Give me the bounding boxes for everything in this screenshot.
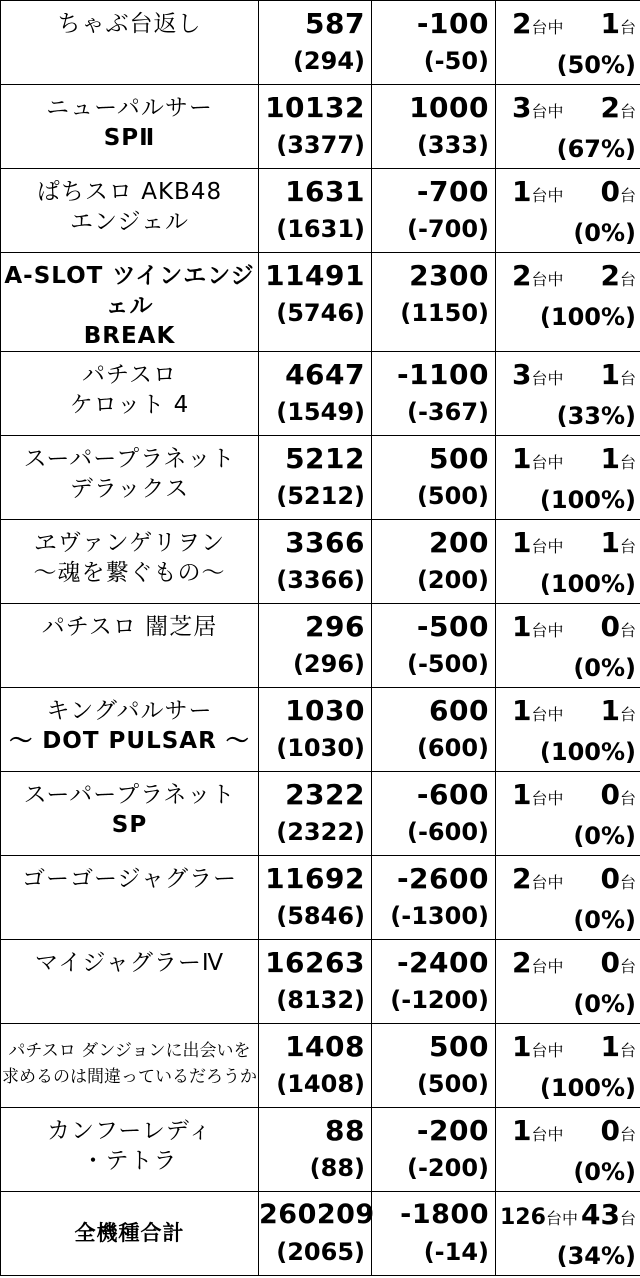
machine-count: 1 xyxy=(512,1114,532,1147)
machine-name xyxy=(1,520,258,588)
count-cell xyxy=(496,1108,640,1192)
machine-count-unit: 台中 xyxy=(531,1125,564,1144)
machine-name-cell xyxy=(1,856,259,940)
result-cell xyxy=(372,940,496,1024)
machine-name-line: デラックス xyxy=(69,476,190,502)
table-row xyxy=(1,940,640,1024)
summary-row xyxy=(1,1192,640,1276)
machine-name-line: 求めるのは間違っているだろうか xyxy=(2,1067,257,1087)
table-row xyxy=(1,352,640,436)
total-avg: (1549) xyxy=(276,398,365,426)
win-rate: (100%) xyxy=(539,303,636,331)
summary-machines: 126 xyxy=(500,1205,546,1230)
result-avg: (-700) xyxy=(407,215,489,243)
result-cell xyxy=(372,856,496,940)
total-cell xyxy=(259,688,372,772)
win-rate: (100%) xyxy=(539,738,636,766)
total-avg: (1408) xyxy=(276,1070,365,1098)
count-cell xyxy=(496,169,640,253)
machine-name-line: エンジェル xyxy=(70,209,189,235)
win-count: 1 xyxy=(600,358,620,391)
win-count: 0 xyxy=(600,862,620,895)
count-cell xyxy=(496,352,640,436)
machine-count-unit: 台中 xyxy=(531,186,564,205)
machine-name-line: ニューパルサー xyxy=(46,95,213,121)
count-line xyxy=(496,1108,640,1151)
total-avg: (88) xyxy=(309,1154,365,1182)
total-avg: (5846) xyxy=(276,902,365,930)
total-value: 10132 xyxy=(265,91,365,124)
win-count-unit: 台 xyxy=(619,789,636,808)
win-count-unit: 台 xyxy=(619,270,636,289)
total-value: 4647 xyxy=(285,358,365,391)
total-avg: (3377) xyxy=(276,131,365,159)
count-line xyxy=(496,688,640,731)
result-value: 2300 xyxy=(409,259,489,292)
result-value: 600 xyxy=(429,694,489,727)
table-row xyxy=(1,604,640,688)
count-cell xyxy=(496,772,640,856)
summary-machines-unit: 台中 xyxy=(545,1209,578,1228)
total-value: 11692 xyxy=(265,862,365,895)
total-value: 3366 xyxy=(285,526,365,559)
total-cell xyxy=(259,1024,372,1108)
count-cell xyxy=(496,253,640,352)
total-cell xyxy=(259,1108,372,1192)
machine-name xyxy=(1,352,258,420)
result-value: -600 xyxy=(416,778,489,811)
result-avg: (333) xyxy=(416,131,489,159)
count-line xyxy=(496,1024,640,1067)
result-avg: (-367) xyxy=(407,398,489,426)
machine-name xyxy=(1,1,258,39)
result-cell xyxy=(372,85,496,169)
total-value: 16263 xyxy=(265,946,365,979)
total-avg: (1631) xyxy=(276,215,365,243)
win-count: 1 xyxy=(600,526,620,559)
win-count-unit: 台 xyxy=(619,621,636,640)
win-count-unit: 台 xyxy=(619,873,636,892)
result-cell xyxy=(372,436,496,520)
count-line xyxy=(496,352,640,395)
machine-name-cell xyxy=(1,436,259,520)
machine-name-cell xyxy=(1,253,259,352)
machine-name-line: ぱちスロ AKB48 xyxy=(36,179,223,205)
win-count-unit: 台 xyxy=(619,453,636,472)
result-cell xyxy=(372,169,496,253)
total-value: 11491 xyxy=(265,259,365,292)
count-line xyxy=(496,940,640,983)
machine-name-cell xyxy=(1,1108,259,1192)
result-cell xyxy=(372,1108,496,1192)
result-avg: (-50) xyxy=(423,47,489,75)
win-rate: (0%) xyxy=(573,906,636,934)
summary-name-cell xyxy=(1,1192,259,1276)
result-value: -2600 xyxy=(396,862,489,895)
summary-result: -1800 xyxy=(400,1199,489,1230)
count-cell xyxy=(496,520,640,604)
machine-count-unit: 台中 xyxy=(531,102,564,121)
result-cell xyxy=(372,352,496,436)
total-value: 296 xyxy=(305,610,365,643)
machine-count-unit: 台中 xyxy=(531,453,564,472)
machine-name xyxy=(1,85,258,153)
win-count: 2 xyxy=(600,259,620,292)
total-cell xyxy=(259,1,372,85)
result-value: -2400 xyxy=(396,946,489,979)
machine-name xyxy=(1,688,258,756)
machine-name xyxy=(1,253,258,351)
machine-name xyxy=(1,772,258,840)
summary-count-cell xyxy=(496,1192,640,1276)
machine-count: 1 xyxy=(512,610,532,643)
machine-name-cell xyxy=(1,169,259,253)
machine-name-line: ゴーゴージャグラー xyxy=(21,866,238,892)
machine-name xyxy=(1,604,258,642)
machine-name-line: スーパープラネット xyxy=(23,782,236,808)
count-cell xyxy=(496,436,640,520)
machine-count: 1 xyxy=(512,442,532,475)
total-avg: (5212) xyxy=(276,482,365,510)
result-cell xyxy=(372,520,496,604)
machine-name-line: パチスロ xyxy=(81,362,178,388)
total-value: 1408 xyxy=(285,1030,365,1063)
summary-count-line xyxy=(496,1192,640,1235)
table-row xyxy=(1,436,640,520)
machine-count: 2 xyxy=(512,259,532,292)
summary-total-cell xyxy=(259,1192,375,1276)
count-cell xyxy=(496,85,640,169)
result-value: 500 xyxy=(429,442,489,475)
machine-name xyxy=(1,436,258,504)
machine-count: 3 xyxy=(512,358,532,391)
result-value: -100 xyxy=(416,7,489,40)
machine-count: 1 xyxy=(512,1030,532,1063)
machine-count-unit: 台中 xyxy=(531,18,564,37)
machine-name-line: ヱヴァンゲリヲン xyxy=(33,530,226,556)
win-count-unit: 台 xyxy=(619,537,636,556)
machine-name-cell xyxy=(1,1,259,85)
count-line xyxy=(496,436,640,479)
count-cell xyxy=(496,1024,640,1108)
machine-count: 1 xyxy=(512,526,532,559)
summary-wins: 43 xyxy=(581,1198,620,1231)
total-value: 2322 xyxy=(285,778,365,811)
machine-count: 1 xyxy=(512,175,532,208)
total-value: 5212 xyxy=(285,442,365,475)
machine-count-unit: 台中 xyxy=(531,789,564,808)
total-cell xyxy=(259,436,372,520)
machine-name-line: キングパルサー xyxy=(46,698,213,724)
summary-total: 260209 xyxy=(259,1199,375,1230)
total-cell xyxy=(259,856,372,940)
machine-name-line: ちゃぶ台返し xyxy=(57,11,202,37)
count-cell xyxy=(496,1,640,85)
machine-count-unit: 台中 xyxy=(531,1041,564,1060)
machine-count-unit: 台中 xyxy=(531,537,564,556)
machine-count-unit: 台中 xyxy=(531,705,564,724)
machine-name-cell xyxy=(1,688,259,772)
total-value: 1030 xyxy=(285,694,365,727)
machine-name-line: カンフーレディ xyxy=(46,1118,212,1144)
result-avg: (-1200) xyxy=(390,986,489,1014)
win-count: 0 xyxy=(600,175,620,208)
table-row xyxy=(1,169,640,253)
machine-name-cell xyxy=(1,772,259,856)
win-count: 2 xyxy=(600,91,620,124)
machine-name-cell xyxy=(1,85,259,169)
result-avg: (500) xyxy=(416,1070,489,1098)
machine-name-line: マイジャグラーⅣ xyxy=(34,950,225,976)
machine-name-cell xyxy=(1,940,259,1024)
result-avg: (200) xyxy=(416,566,489,594)
table-row xyxy=(1,253,640,352)
result-value: 500 xyxy=(429,1030,489,1063)
total-cell xyxy=(259,772,372,856)
summary-result-cell xyxy=(372,1192,496,1276)
machine-name-line: パチスロ ダンジョンに出会いを xyxy=(8,1041,251,1061)
results-table-body xyxy=(1,1,640,1192)
table-row xyxy=(1,856,640,940)
count-line xyxy=(496,85,640,128)
total-cell xyxy=(259,169,372,253)
total-avg: (8132) xyxy=(276,986,365,1014)
win-rate: (50%) xyxy=(556,51,636,79)
result-value: -700 xyxy=(416,175,489,208)
machine-name-line: SPⅡ xyxy=(103,125,156,151)
table-row xyxy=(1,688,640,772)
win-count-unit: 台 xyxy=(619,18,636,37)
result-value: -500 xyxy=(416,610,489,643)
machine-count: 3 xyxy=(512,91,532,124)
count-line xyxy=(496,520,640,563)
machine-name-line: スーパープラネット xyxy=(23,446,236,472)
count-line xyxy=(496,772,640,815)
win-rate: (0%) xyxy=(573,990,636,1018)
result-avg: (-1300) xyxy=(390,902,489,930)
machine-count-unit: 台中 xyxy=(531,369,564,388)
win-count: 1 xyxy=(600,442,620,475)
total-avg: (294) xyxy=(292,47,365,75)
result-value: 200 xyxy=(429,526,489,559)
machine-name-line: A-SLOT ツインエンジェル xyxy=(4,263,255,319)
win-rate: (0%) xyxy=(573,1158,636,1186)
total-value: 587 xyxy=(305,7,365,40)
win-count-unit: 台 xyxy=(619,705,636,724)
count-line xyxy=(496,604,640,647)
win-count: 1 xyxy=(600,694,620,727)
machine-name-line: ケロット 4 xyxy=(69,392,190,418)
machine-count: 2 xyxy=(512,7,532,40)
machine-count-unit: 台中 xyxy=(531,957,564,976)
machine-name-line: SP xyxy=(111,812,148,838)
summary-rate: (34%) xyxy=(556,1242,636,1270)
machine-name-cell xyxy=(1,604,259,688)
count-cell xyxy=(496,604,640,688)
machine-count-unit: 台中 xyxy=(531,873,564,892)
result-avg: (-600) xyxy=(407,818,489,846)
machine-name-line: パチスロ 闇芝居 xyxy=(41,614,218,640)
count-line xyxy=(496,169,640,212)
win-rate: (0%) xyxy=(573,822,636,850)
result-cell xyxy=(372,1,496,85)
total-value: 1631 xyxy=(285,175,365,208)
win-rate: (33%) xyxy=(556,402,636,430)
machine-name-cell xyxy=(1,352,259,436)
win-count-unit: 台 xyxy=(619,102,636,121)
summary-section xyxy=(1,1192,640,1276)
total-avg: (5746) xyxy=(276,299,365,327)
table-row xyxy=(1,1,640,85)
machine-count: 1 xyxy=(512,694,532,727)
summary-name: 全機種合計 xyxy=(74,1221,185,1245)
machine-name xyxy=(1,940,258,978)
win-rate: (67%) xyxy=(556,135,636,163)
result-value: -1100 xyxy=(396,358,489,391)
total-avg: (296) xyxy=(292,650,365,678)
machine-name xyxy=(1,169,258,237)
win-count: 0 xyxy=(600,1114,620,1147)
machine-name xyxy=(1,1024,258,1090)
machine-name-line: 〜魂を繋ぐもの〜 xyxy=(33,560,226,586)
win-count-unit: 台 xyxy=(619,369,636,388)
win-count-unit: 台 xyxy=(619,1041,636,1060)
table-row xyxy=(1,772,640,856)
summary-wins-unit: 台 xyxy=(619,1209,636,1228)
machine-count: 2 xyxy=(512,946,532,979)
count-line xyxy=(496,1,640,44)
win-rate: (0%) xyxy=(573,654,636,682)
machine-count: 2 xyxy=(512,862,532,895)
win-count: 0 xyxy=(600,778,620,811)
total-value: 88 xyxy=(325,1114,365,1147)
total-cell xyxy=(259,352,372,436)
summary-total-avg: (2065) xyxy=(276,1238,365,1266)
total-cell xyxy=(259,940,372,1024)
count-cell xyxy=(496,688,640,772)
machine-name-cell xyxy=(1,1024,259,1108)
machine-name-line: 〜 DOT PULSAR 〜 xyxy=(9,728,250,754)
machine-name xyxy=(1,1108,258,1176)
table-row xyxy=(1,1108,640,1192)
win-rate: (100%) xyxy=(539,1074,636,1102)
machine-name-cell xyxy=(1,520,259,604)
result-avg: (600) xyxy=(416,734,489,762)
result-cell xyxy=(372,253,496,352)
result-avg: (500) xyxy=(416,482,489,510)
win-count-unit: 台 xyxy=(619,1125,636,1144)
result-cell xyxy=(372,1024,496,1108)
win-count-unit: 台 xyxy=(619,186,636,205)
result-value: 1000 xyxy=(409,91,489,124)
machine-name-line: BREAK xyxy=(83,323,176,349)
table-row xyxy=(1,1024,640,1108)
result-cell xyxy=(372,688,496,772)
win-rate: (0%) xyxy=(573,219,636,247)
count-cell xyxy=(496,856,640,940)
machine-count-unit: 台中 xyxy=(531,270,564,289)
win-rate: (100%) xyxy=(539,570,636,598)
machine-name xyxy=(1,856,258,894)
total-avg: (2322) xyxy=(276,818,365,846)
result-cell xyxy=(372,772,496,856)
table-row xyxy=(1,85,640,169)
win-count: 1 xyxy=(600,7,620,40)
result-avg: (-200) xyxy=(407,1154,489,1182)
win-count: 0 xyxy=(600,946,620,979)
machine-count-unit: 台中 xyxy=(531,621,564,640)
summary-result-avg: (-14) xyxy=(423,1238,489,1266)
count-cell xyxy=(496,940,640,1024)
count-line xyxy=(496,856,640,899)
machine-name-line: ・テトラ xyxy=(81,1148,178,1174)
result-avg: (-500) xyxy=(407,650,489,678)
total-cell xyxy=(259,253,372,352)
total-cell xyxy=(259,520,372,604)
win-count: 0 xyxy=(600,610,620,643)
result-avg: (1150) xyxy=(400,299,489,327)
count-line xyxy=(496,253,640,296)
total-cell xyxy=(259,85,372,169)
win-count: 1 xyxy=(600,1030,620,1063)
total-avg: (1030) xyxy=(276,734,365,762)
machine-count: 1 xyxy=(512,778,532,811)
table-row xyxy=(1,520,640,604)
win-rate: (100%) xyxy=(539,486,636,514)
total-cell xyxy=(259,604,372,688)
result-cell xyxy=(372,604,496,688)
win-count-unit: 台 xyxy=(619,957,636,976)
result-value: -200 xyxy=(416,1114,489,1147)
total-avg: (3366) xyxy=(276,566,365,594)
